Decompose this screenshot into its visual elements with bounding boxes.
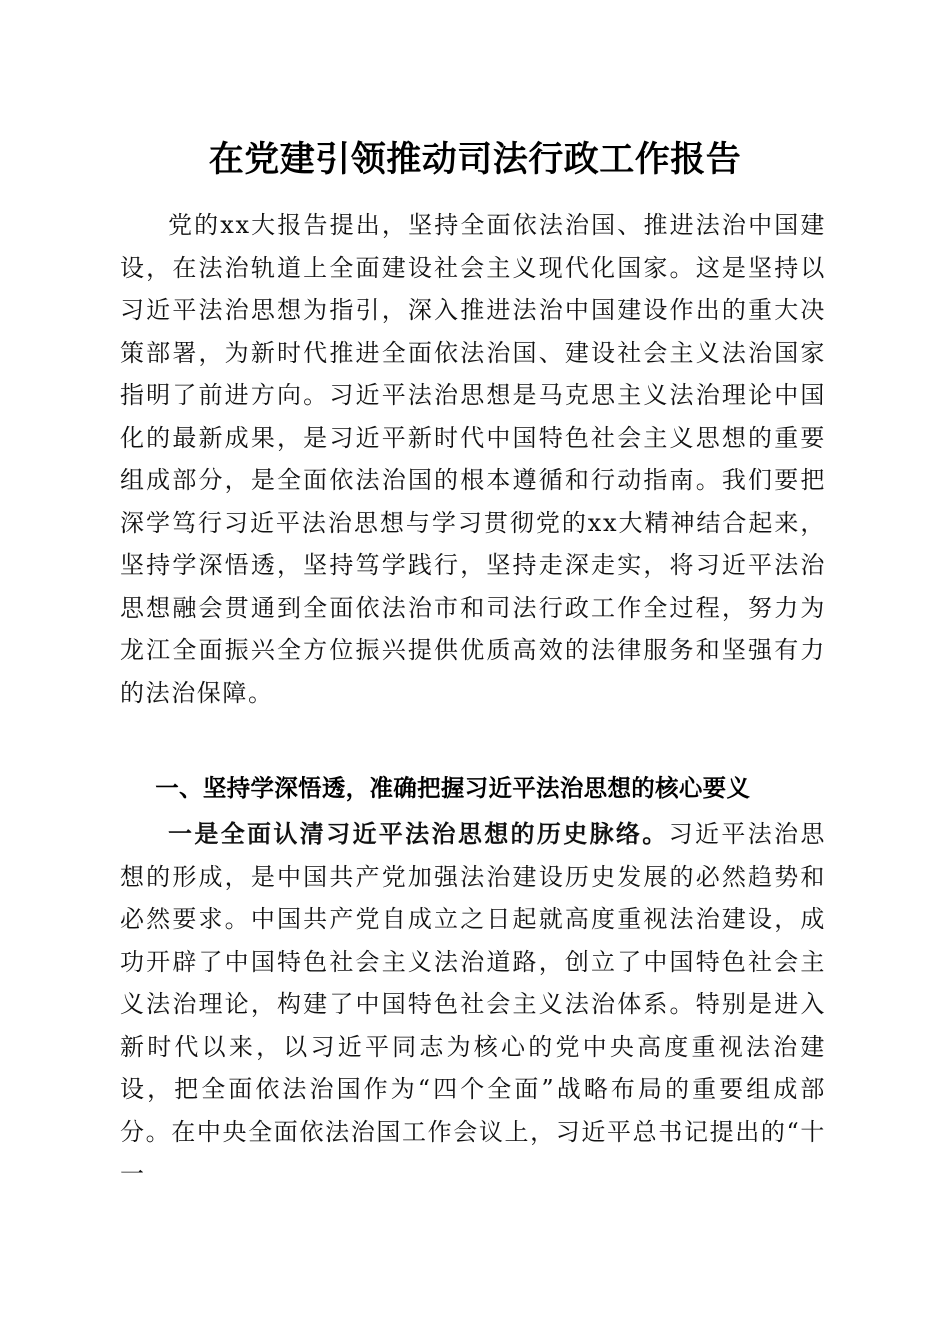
paragraph-body-text: 习近平法治思想的形成，是中国共产党加强法治建设历史发展的必然趋势和必然要求。中国共产党自成立之日起就高度重视法治建设，成功开辟了中国特色社会主义法治道路，创立了中国特色社会主义法治理论，构建了中国特色社会主义法治体系。特别是进入新时代以来，以习近平同志为核心的党中央高度重视法治建设，把全面依法治国作为“四个全面”战略布局的重要组成部分。在中央全面依法治国工作会议上，习近平总书记提出的“十一 — [120, 820, 826, 1188]
section-1-paragraph-block — [120, 813, 826, 1196]
section-heading-1: 一、坚持学深悟透，准确把握习近平法治思想的核心要义 — [155, 774, 751, 802]
intro-paragraph-block — [120, 204, 826, 714]
paragraph-lead-sentence: 一是全面认清习近平法治思想的历史脉络。 — [168, 819, 669, 848]
section-1-paragraph — [120, 813, 826, 1196]
intro-paragraph: 党的xx大报告提出，坚持全面依法治国、推进法治中国建设，在法治轨道上全面建设社会主义现代化国家。这是坚持以习近平法治思想为指引，深入推进法治中国建设作出的重大决策部署，为新时代推进全面依法治国、建设社会主义法治国家指明了前进方向。习近平法治思想是马克思主义法治理论中国化的最新成果，是习近平新时代中国特色社会主义思想的重要组成部分，是全面依法治国的根本遵循和行动指南。我们要把深学笃行习近平法治思想与学习贯彻党的xx大精神结合起来，坚持学深悟透，坚持笃学践行，坚持走深走实，将习近平法治思想融会贯通到全面依法治市和司法行政工作全过程，努力为龙江全面振兴全方位振兴提供优质高效的法律服务和坚强有力的法治保障。 — [120, 211, 826, 707]
document-title: 在党建引领推动司法行政工作报告 — [208, 139, 742, 180]
